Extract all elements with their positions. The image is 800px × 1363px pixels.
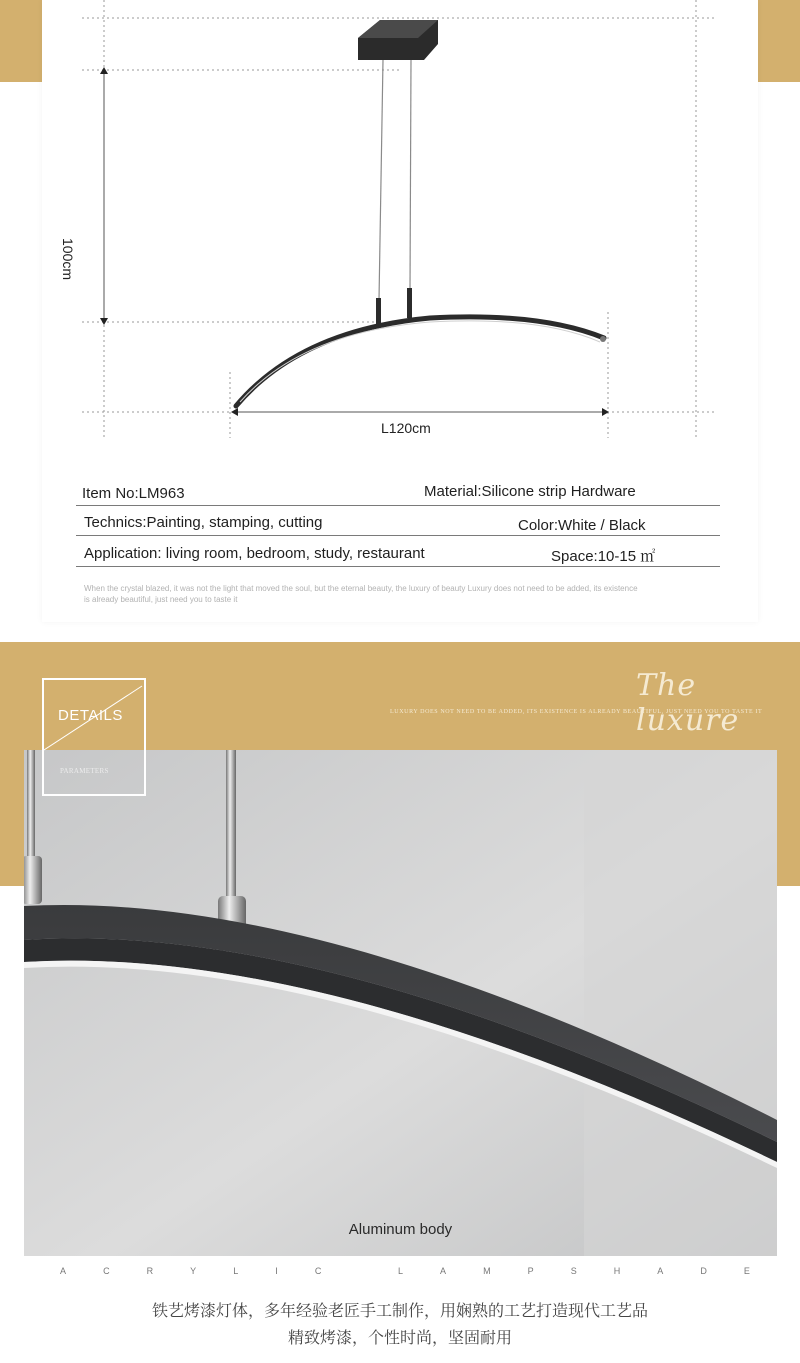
letter: I: [275, 1266, 278, 1276]
details-heading: DETAILS: [58, 707, 123, 724]
letter: L: [233, 1266, 239, 1276]
letter: H: [613, 1266, 621, 1276]
letter: A: [440, 1266, 447, 1276]
letter: S: [570, 1266, 577, 1276]
letter: R: [146, 1266, 154, 1276]
color: Color:White / Black: [518, 517, 646, 534]
space: Space:10-15 ㎡: [551, 548, 656, 565]
letter: C: [103, 1266, 110, 1276]
photo-caption: Aluminum body: [348, 1221, 453, 1238]
letter: A: [657, 1266, 664, 1276]
letter: C: [314, 1266, 322, 1276]
table-rule: [76, 505, 720, 506]
chinese-description-line2: 精致烤漆，个性时尚，坚固耐用: [287, 1328, 512, 1347]
letter: M: [483, 1266, 491, 1276]
height-label: 100cm: [60, 238, 76, 281]
technics: Technics:Painting, stamping, cutting: [84, 514, 323, 531]
parameters-subtitle: PARAMETERS: [60, 767, 109, 775]
lamp-closeup-illustration: [24, 750, 777, 1256]
table-rule: [76, 566, 720, 567]
letter: D: [700, 1266, 707, 1276]
letter: L: [397, 1266, 403, 1276]
details-frame: [42, 678, 146, 796]
script-title: The luxure: [636, 668, 740, 738]
product-photo: [24, 750, 777, 1256]
dimension-drawing: [0, 0, 800, 460]
letter: A: [60, 1266, 67, 1276]
letter: Y: [190, 1266, 197, 1276]
letter: E: [743, 1266, 750, 1276]
chinese-description-line1: 铁艺烤漆灯体，多年经验老匠手工制作，用娴熟的工艺打造现代工艺品: [151, 1301, 648, 1320]
tagline: LUXURY DOES NOT NEED TO BE ADDED, ITS EXISTENCE IS ALREADY BEAUTIFUL, JUST NEED YOU TO TASTE IT: [390, 709, 763, 715]
material: Material:Silicone strip Hardware: [424, 483, 636, 500]
length-label: L120cm: [381, 420, 431, 436]
frame-diagonal: [44, 680, 144, 794]
acrylic-lampshade-letters: [60, 1266, 750, 1276]
letter-gap: [358, 1266, 361, 1276]
fine-print: When the crystal blazed, it was not the light that moved the soul, but the eternal beauty, the luxury of beauty Luxury does not need to be added, its existence is already beautiful, just need you to taste it: [84, 584, 638, 604]
table-rule: [76, 535, 720, 536]
letter: P: [527, 1266, 534, 1276]
application: Application: living room, bedroom, study, restaurant: [84, 545, 425, 562]
item-number: Item No:LM963: [82, 485, 185, 502]
